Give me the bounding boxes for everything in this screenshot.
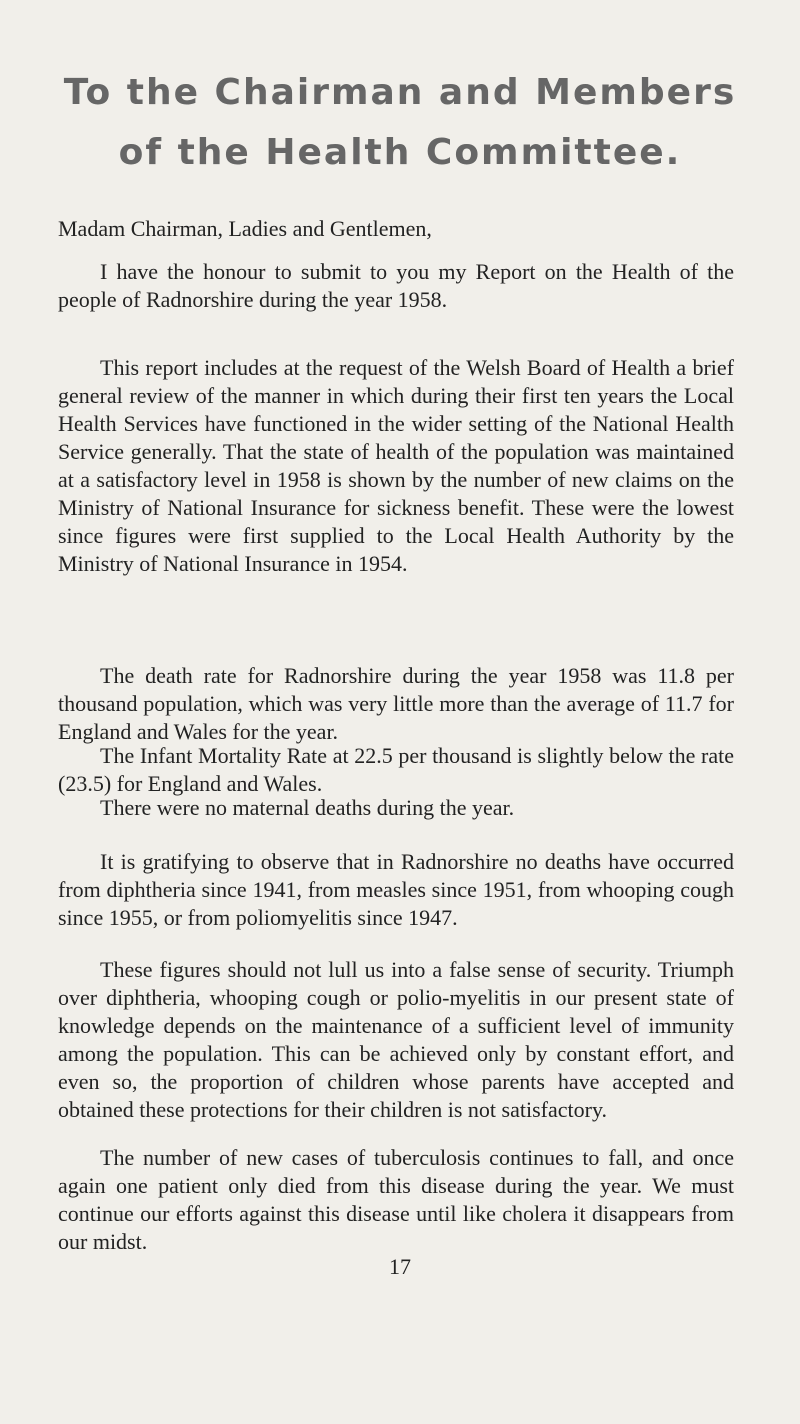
paragraph: The death rate for Radnorshire during the year 1958 was 11.8 per thousand population, which was very little more than the average of 11.7 for England and Wales for the year. bbox=[58, 663, 734, 744]
paragraph: It is gratifying to observe that in Radnorshire no deaths have occurred from diphtheria since 1941, from measles since 1951, from whooping cough since 1955, or from poliomyelitis since 1947. bbox=[58, 849, 734, 930]
paragraph: These figures should not lull us into a false sense of security. Triumph over diphtheria, whooping cough or polio-myelitis in our present state of knowledge depends on the maintenance of a sufficient level of immunity among the population. This can be achieved only by constant effort, and even so, the proportion of children whose parents have accepted and obtained these protections for their children is not satisfactory. bbox=[58, 957, 734, 1122]
page-number: 17 bbox=[389, 1254, 411, 1279]
heading-line-2: of the Health Committee. bbox=[118, 132, 682, 173]
salutation: Madam Chairman, Ladies and Gentlemen, bbox=[58, 216, 432, 241]
paragraph: There were no maternal deaths during the year. bbox=[100, 795, 515, 820]
heading-line-1: To the Chairman and Members bbox=[63, 72, 737, 113]
paragraph: This report includes at the request of the Welsh Board of Health a brief general review of the manner in which during their first ten years the Local Health Services have functioned in the wider setting of the National Health Service generally. That the state of health of the population was maintained at a satisfactory level in 1958 is shown by the number of new claims on the Ministry of National Insurance for sickness benefit. These were the lowest since figures were first supplied to the Local Health Authority by the Ministry of National Insurance in 1954. bbox=[58, 355, 734, 576]
paragraph: The number of new cases of tuberculosis continues to fall, and once again one patient only died from this disease during the year. We must continue our efforts against this disease until like cholera it disappears from our midst. bbox=[58, 1145, 734, 1254]
paragraph: The Infant Mortality Rate at 22.5 per thousand is slightly below the rate (23.5) for England and Wales. bbox=[58, 743, 734, 796]
paragraph: I have the honour to submit to you my Report on the Health of the people of Radnorshire during the year 1958. bbox=[58, 259, 734, 312]
